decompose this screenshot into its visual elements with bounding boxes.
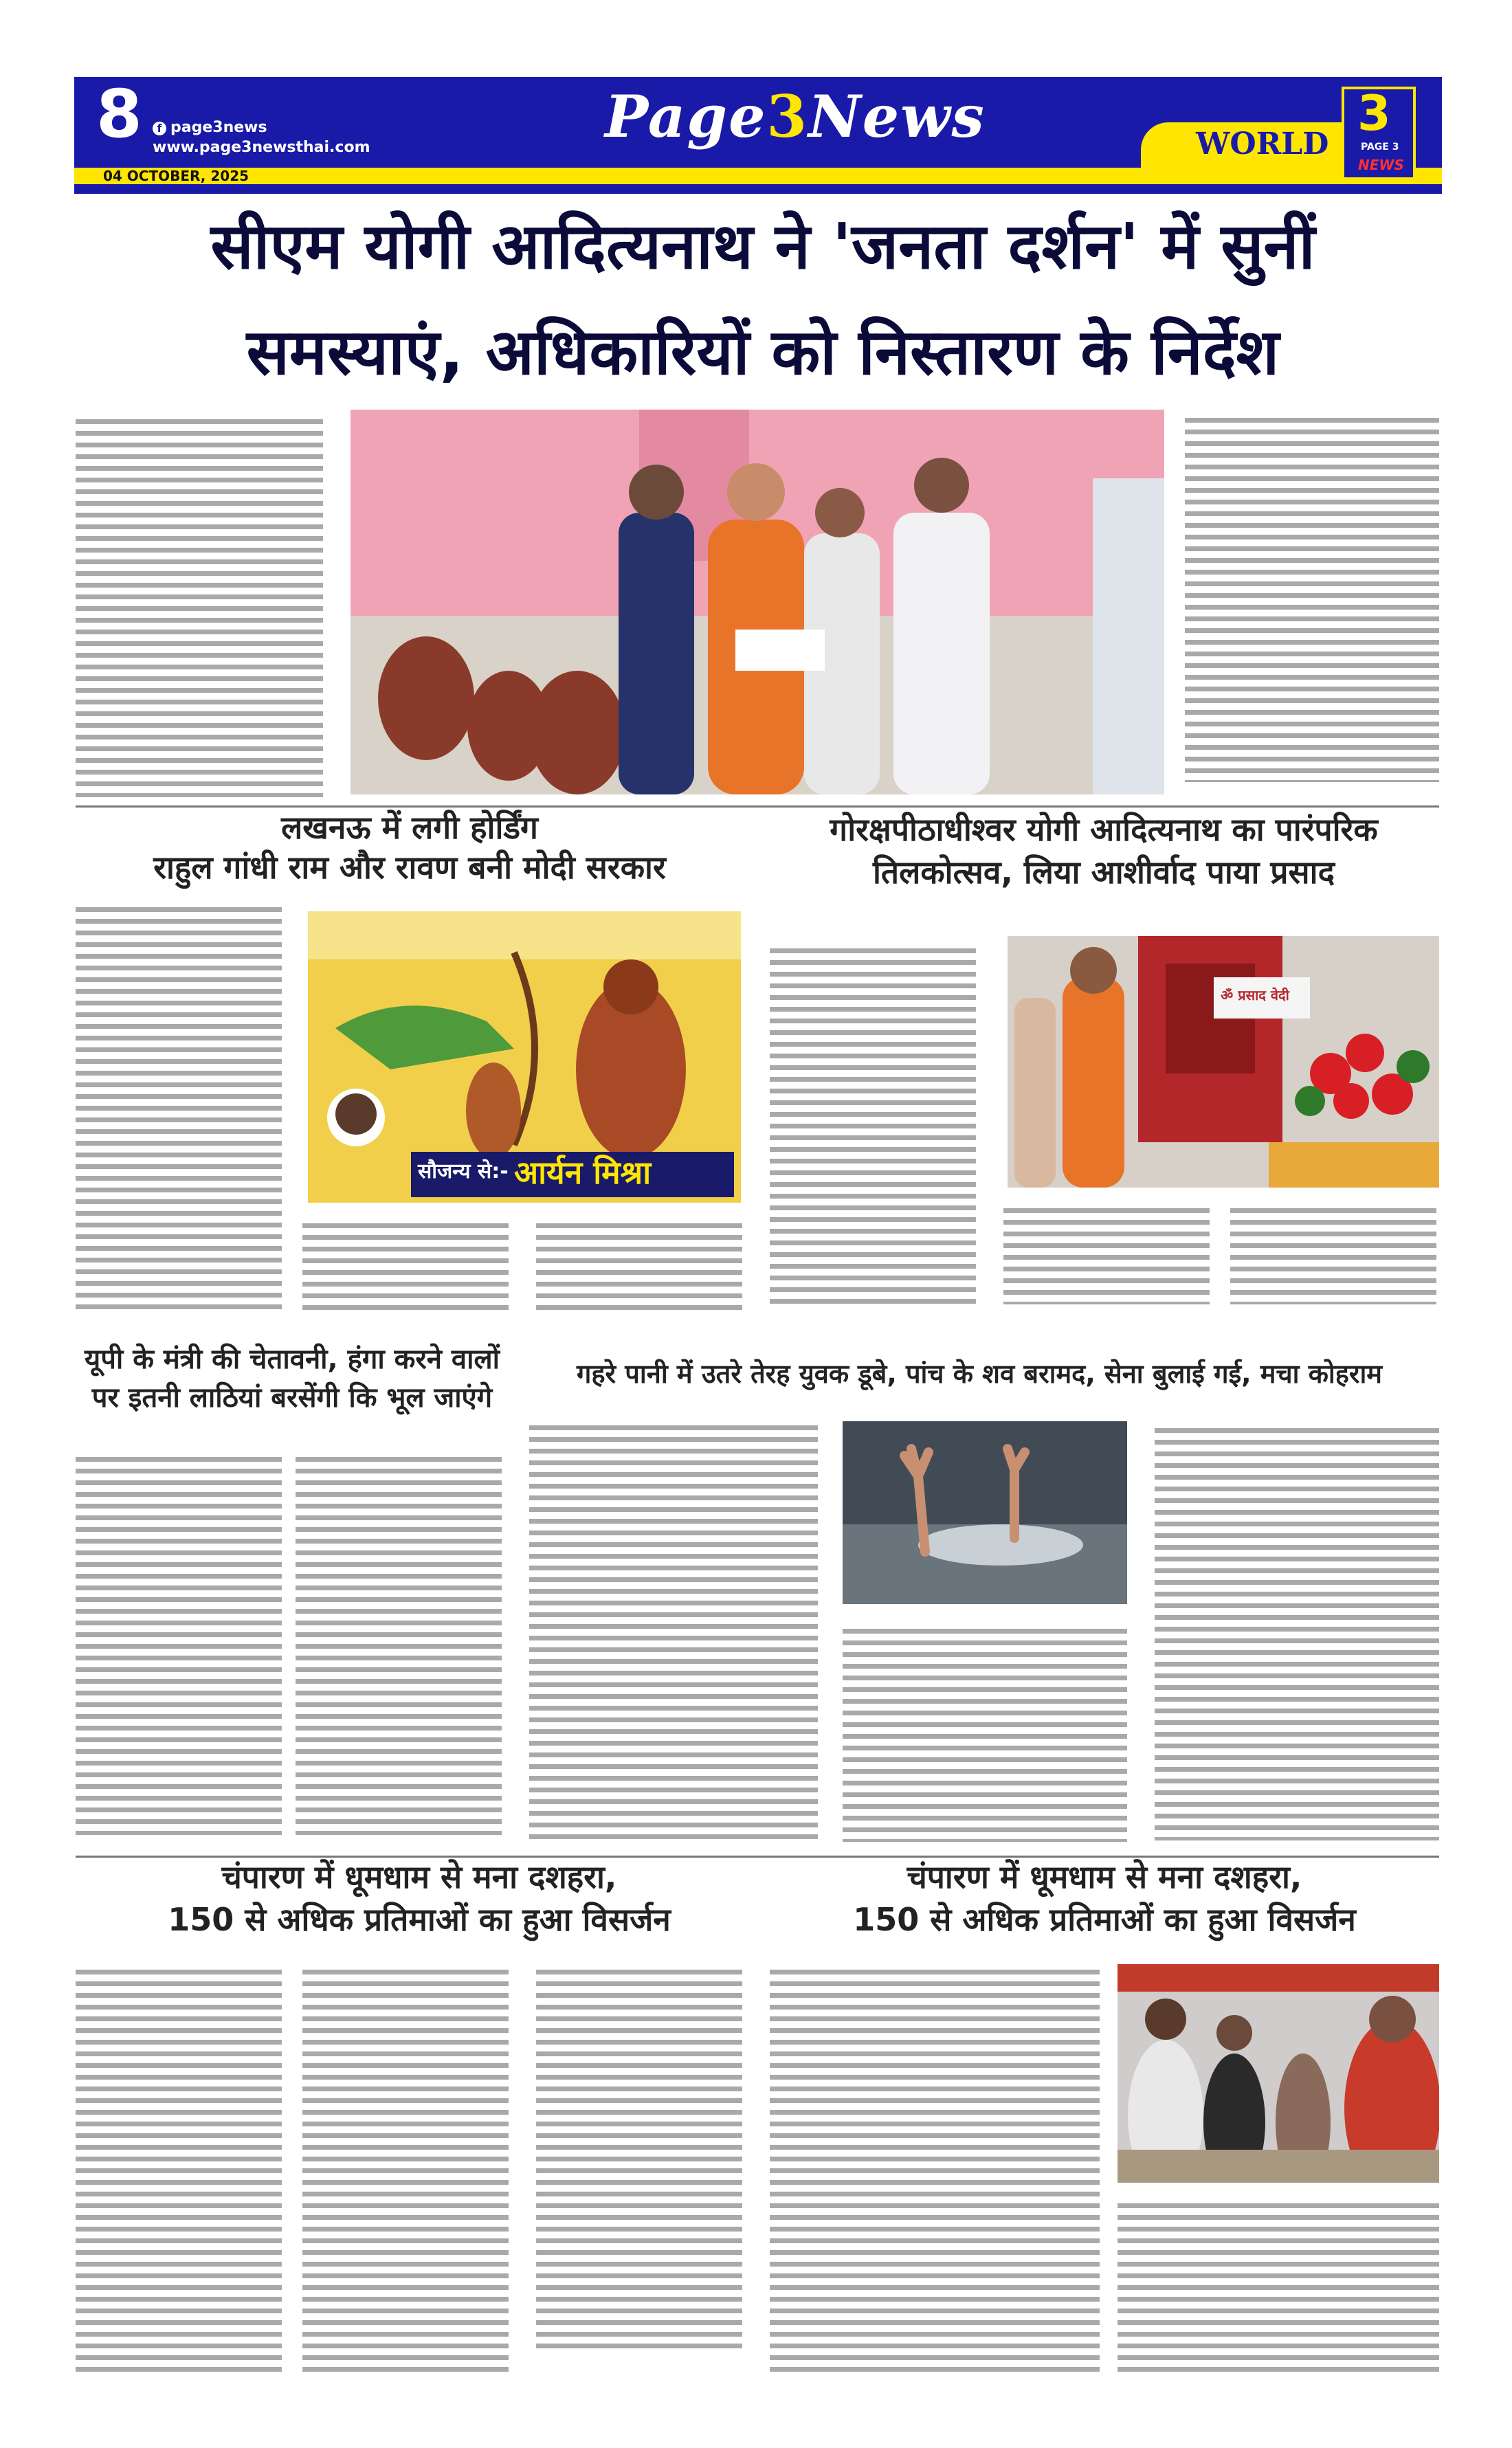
section-label: WORLD xyxy=(1196,126,1329,162)
champaran-right-line2: 150 से अधिक प्रतिमाओं का हुआ विसर्जन xyxy=(853,1901,1356,1939)
temple-illustration xyxy=(1008,936,1439,1188)
lucknow-text-col2 xyxy=(302,1216,509,1313)
lucknow-text-col1 xyxy=(76,900,282,1313)
drowning-photo xyxy=(843,1421,1127,1604)
channel-logo-sub: PAGE 3 xyxy=(1361,142,1399,153)
section-divider xyxy=(76,805,1439,808)
channel-logo-number: 3 xyxy=(1357,85,1391,142)
lucknow-headline-line1: लखनऊ में लगी होर्डिंग xyxy=(281,809,538,846)
temple-sign: ॐ प्रसाद वेदी xyxy=(1221,987,1289,1003)
champaran-left-col3 xyxy=(536,1963,742,2355)
drowning-text-col2 xyxy=(843,1622,1127,1842)
dussehra-illustration xyxy=(1118,1964,1439,2183)
gorakhpur-text-col1 xyxy=(770,942,976,1306)
lucknow-headline xyxy=(80,808,740,887)
lucknow-text-col3 xyxy=(536,1216,742,1313)
champaran-right-col2 xyxy=(1118,2196,1439,2375)
minister-text-col1 xyxy=(76,1450,282,1835)
drowning-illustration xyxy=(843,1421,1127,1604)
champaran-right-line1: चंपारण में धूमधाम से मना दशहरा, xyxy=(907,1858,1302,1895)
gorakhpur-headline xyxy=(767,808,1441,893)
gorakhpur-headline-line1: गोरक्षपीठाधीश्वर योगी आदित्यनाथ का पारंपरिक xyxy=(830,811,1378,848)
drowning-headline: गहरे पानी में उतरे तेरह युवक डूबे, पांच के शव बरामद, सेना बुलाई गई, मचा कोहराम xyxy=(576,1359,1383,1389)
lead-story-text-right xyxy=(1185,411,1439,782)
lucknow-headline-line2: राहुल गांधी राम और रावण बनी मोदी सरकार xyxy=(153,848,666,886)
issue-date: 04 OCTOBER, 2025 xyxy=(103,168,249,184)
facebook-icon: f xyxy=(153,122,166,135)
lead-story-text-left xyxy=(76,412,323,797)
brand-three: 3 xyxy=(766,82,808,151)
lead-photo xyxy=(351,410,1164,794)
hoarding-photo xyxy=(308,911,741,1203)
champaran-left-line2: 150 से अधिक प्रतिमाओं का हुआ विसर्जन xyxy=(168,1901,671,1939)
social-links xyxy=(153,118,370,157)
champaran-left-headline xyxy=(76,1856,763,1941)
channel-logo-news: NEWS xyxy=(1358,157,1404,173)
temple-photo xyxy=(1008,936,1439,1188)
masthead-yellow-strip xyxy=(74,168,1442,184)
champaran-left-col2 xyxy=(302,1963,509,2375)
page-number: 8 xyxy=(96,76,142,153)
ad-credit-name: आर्यन मिश्रा xyxy=(514,1154,652,1191)
drowning-text-col3 xyxy=(1155,1421,1439,1840)
minister-warning-headline xyxy=(76,1340,509,1417)
drowning-text-col1 xyxy=(529,1418,818,1845)
brand-left: Page xyxy=(605,82,767,151)
minister-warning-line1: यूपी के मंत्री की चेतावनी, हंगा करने वालों xyxy=(85,1344,500,1375)
gorakhpur-text-col2 xyxy=(1003,1201,1210,1304)
champaran-left-col1 xyxy=(76,1963,282,2375)
ad-credit-label: सौजन्य से:- xyxy=(418,1159,509,1183)
website-link[interactable]: www.page3newsthai.com xyxy=(153,138,370,156)
champaran-right-headline xyxy=(770,1856,1439,1941)
champaran-left-line1: चंपारण में धूमधाम से मना दशहरा, xyxy=(221,1858,617,1895)
minister-text-col2 xyxy=(296,1450,502,1835)
brand-logo xyxy=(605,82,986,151)
champaran-right-col1 xyxy=(770,1963,1100,2375)
social-handle: page3news xyxy=(170,119,267,136)
brand-right: News xyxy=(808,82,986,151)
minister-warning-line2: पर इतनी लाठियां बरसेंगी कि भूल जाएंगे xyxy=(91,1382,493,1414)
lead-headline-line1: सीएम योगी आदित्यनाथ ने 'जनता दर्शन' में सुनीं xyxy=(210,210,1315,283)
lead-headline-line2: समस्याएं, अधिकारियों को निस्तारण के निर्देश xyxy=(246,315,1280,389)
dussehra-photo xyxy=(1118,1964,1439,2183)
lead-photo-illustration xyxy=(351,410,1164,794)
gorakhpur-headline-line2: तिलकोत्सव, लिया आशीर्वाद पाया प्रसाद xyxy=(873,854,1335,891)
gorakhpur-text-col3 xyxy=(1230,1201,1436,1304)
